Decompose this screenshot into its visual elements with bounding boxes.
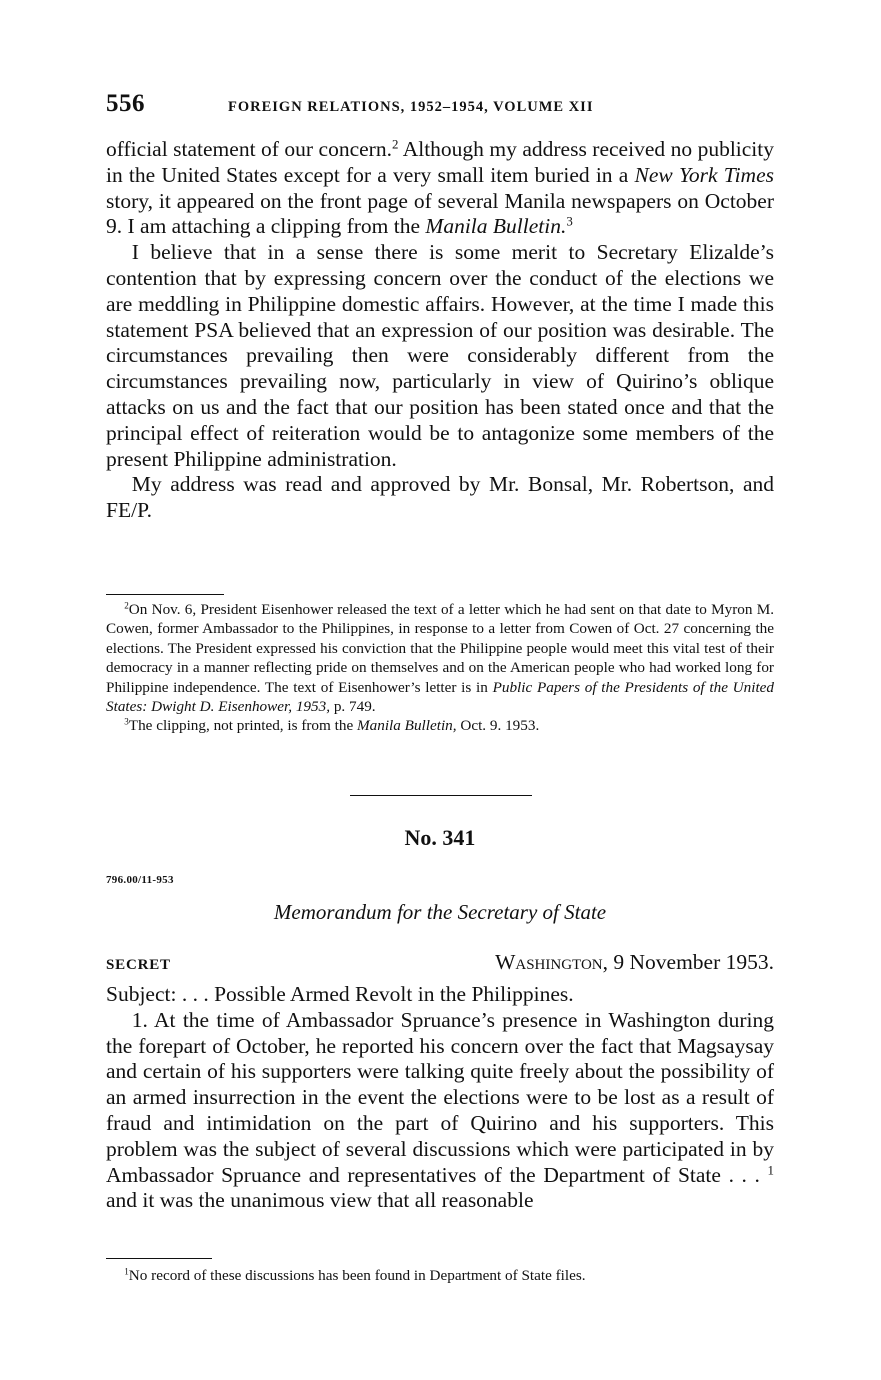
footnote-ref: 1 xyxy=(767,1162,774,1177)
file-reference: 796.00/11-953 xyxy=(106,874,174,886)
document-number: No. 341 xyxy=(404,825,476,850)
classification: SECRET xyxy=(106,957,171,973)
publication-title: New York Times xyxy=(634,162,774,187)
paragraph: official statement of our concern.$^2$ Although my address received no publicity in the United States except for a very small item buried in a New York Times story, it appeared on the front page of several Manila newspapers on October 9. I am attaching a clipping from the Manila Bulletin.$^3$ xyxy=(106,137,775,239)
page-number: 556 xyxy=(106,90,145,117)
footnotes xyxy=(106,1266,774,1285)
paragraph: I believe that in a sense there is some merit to Secretary Elizalde’s contention that by expressing concern over the conduct of the elections we are meddling in Philippine domestic affairs. However, at the time I made this statement PSA believed that an expression of our position was desirable. The circumstances prevailing then were considerably different from the circumstances prevailing now, particularly in view of Quirino’s oblique attacks on us and the fact that our position has been stated once and that the principal effect of reiteration would be to antagonize some members of the present Philippine administration. xyxy=(106,240,774,471)
dateline-place: Washington, xyxy=(495,950,608,974)
memorandum-text xyxy=(106,982,774,1214)
publication-title: Manila Bulletin. xyxy=(425,214,567,239)
footnote: $^3$The clipping, not printed, is from the Manila Bulletin, Oct. 9. 1953. xyxy=(124,716,540,735)
subject-line: Subject: . . . Possible Armed Revolt in the Philippines. xyxy=(106,982,574,1006)
dateline-date: 9 November 1953. xyxy=(608,950,774,974)
footnote-divider xyxy=(106,1258,212,1259)
dateline xyxy=(495,950,774,975)
document-title: Memorandum for the Secretary of State xyxy=(273,900,607,924)
continuation-text xyxy=(106,137,774,524)
footnotes xyxy=(106,600,774,736)
footnote-ref: 2 xyxy=(391,137,399,152)
running-head: FOREIGN RELATIONS, 1952–1954, VOLUME XII xyxy=(228,99,594,115)
footnote: $^1$No record of these discussions has been found in Department of State files. xyxy=(124,1266,586,1284)
section-divider xyxy=(350,795,532,796)
paragraph: 1. At the time of Ambassador Spruance’s presence in Washington during the forepart of October, he reported his concern over the fact that Magsaysay and certain of his supporters were talking quite freely about the possibility of an armed insurrection in the event the elections were to be lost as a result of fraud and intimidation on the part of Quirino and his supporters. This problem was the subject of several discussions which were participated in by Ambassador Spruance and representatives of the Department of State . . . $^1$ and it was the unanimous view that all reasonable xyxy=(106,1007,774,1213)
footnote-divider xyxy=(106,594,224,595)
footnote-ref: 3 xyxy=(566,214,573,229)
paragraph: My address was read and approved by Mr. Bonsal, Mr. Robertson, and FE/P. xyxy=(106,472,774,523)
page-header xyxy=(106,90,774,120)
footnote: $^2$On Nov. 6, President Eisenhower released the text of a letter which he had sent on that date to Myron M. Cowen, former Ambassador to the Philippines, in response to a letter from Cowen of Oct. 27 concerning the elections. The President expressed his conviction that the Philippine people would meet this vital test of their democracy in a manner reflecting pride on themselves and on the American people who had worked long for Philippine independence. The text of Eisenhower’s letter is in Public Papers of the Presidents of the United States: Dwight D. Eisenhower, 1953, p. 749. xyxy=(106,600,774,716)
